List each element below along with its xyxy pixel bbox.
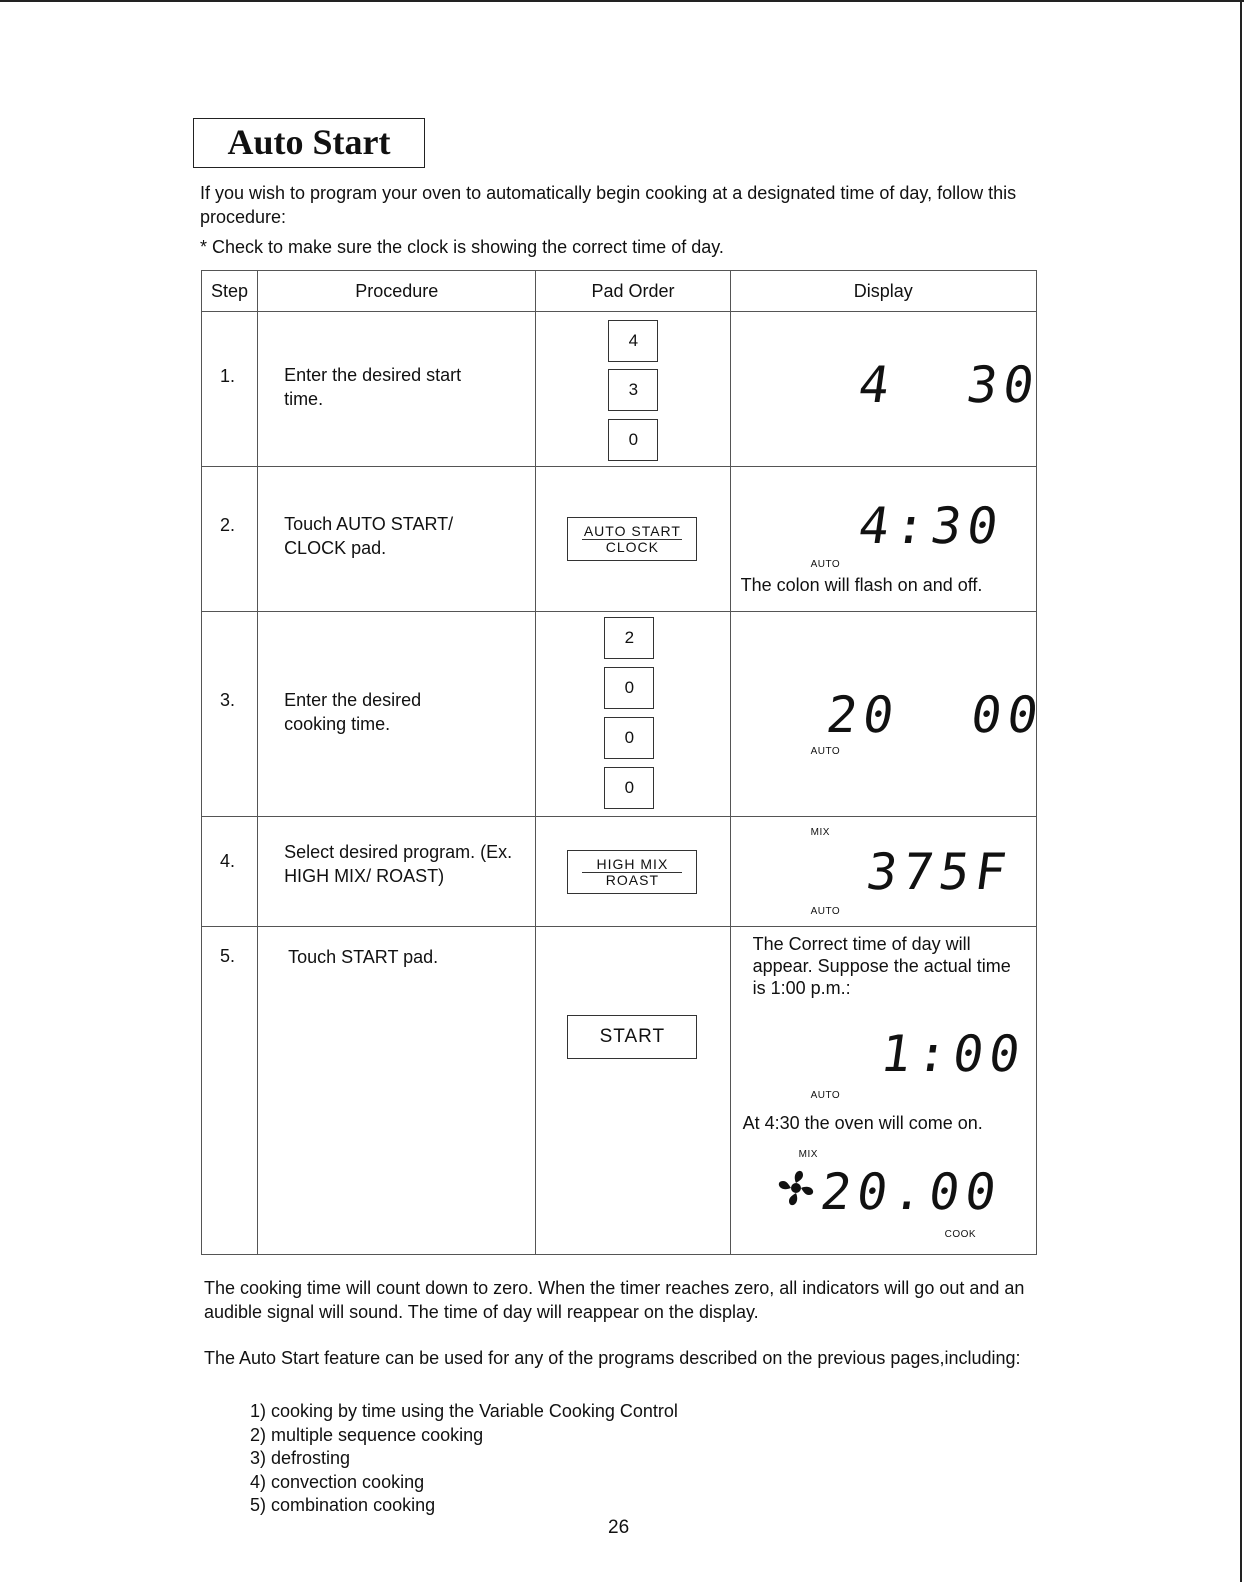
pad-button-2[interactable]: 2 [604,617,654,659]
table-row [202,312,1037,467]
pad-button-0[interactable]: 0 [604,767,654,809]
pad-label-line1: AUTO START [583,523,681,539]
display-note: The colon will flash on and off. [740,575,983,595]
list-item: 2) multiple sequence cooking [250,1424,484,1445]
page-border-right [1240,0,1242,1582]
header-procedure: Procedure [258,271,536,312]
list-item: 5) combination cooking [250,1495,436,1515]
procedure-table [201,270,1048,1255]
list-item: 1) cooking by time using the Variable Cooking Control [250,1401,678,1421]
section-title: Auto Start [193,118,425,168]
step-number: 1. [220,366,236,386]
display-readout: 20 00 [822,686,1048,744]
pad-button-3[interactable]: 3 [608,369,658,411]
table-row [202,817,1037,927]
auto-indicator: AUTO [810,559,841,570]
pad-button-0[interactable]: 0 [604,667,654,709]
display-readout: 1:00 [876,1025,1030,1083]
step-number: 3. [220,690,236,710]
display-readout: 375F [862,843,1016,901]
page-border-top [0,0,1244,2]
display-note: The Correct time of day will appear. Suppose the actual time is 1:00 p.m.: [752,934,1011,998]
intro-note: * Check to make sure the clock is showing the correct time of day. [200,237,724,257]
auto-indicator: AUTO [810,1090,841,1101]
mix-indicator: MIX [810,827,830,838]
procedure-text: Touch START pad. [288,947,439,967]
procedure-text: Enter the desired start time. [284,365,462,409]
display-readout: 4 30 [854,356,1044,414]
list-item: 3) defrosting [250,1448,351,1468]
mix-indicator: MIX [798,1149,818,1160]
pad-label-line2: ROAST [605,872,659,888]
header-step: Step [202,271,258,312]
fan-icon [773,1165,819,1219]
start-pad[interactable]: START [567,1015,697,1059]
cook-indicator: COOK [944,1229,977,1240]
display-readout: 20.00 [816,1163,1006,1221]
program-list [250,1400,678,1518]
pad-label-line1: HIGH MIX [582,857,682,873]
auto-start-clock-pad[interactable] [567,517,697,561]
paragraph-auto-start-uses: The Auto Start feature can be used for any of the programs described on the previous pages,including: [204,1348,1021,1368]
auto-indicator: AUTO [810,906,841,917]
step-number: 2. [220,515,236,535]
step-number: 4. [220,851,236,871]
pad-button-4[interactable]: 4 [608,320,658,362]
procedure-text: Enter the desired cooking time. [284,690,422,734]
table-row [202,612,1037,817]
pad-label-line2: CLOCK [605,539,659,555]
high-mix-roast-pad[interactable] [567,850,697,894]
table-row [202,467,1037,612]
list-item: 4) convection cooking [250,1471,425,1492]
procedure-text: Select desired program. (Ex. HIGH MIX/ ROAST) [284,842,513,886]
header-pad-order: Pad Order [536,271,730,312]
auto-indicator: AUTO [810,746,841,757]
page-number: 26 [608,1517,630,1538]
step-number: 5. [220,946,236,966]
paragraph-countdown: The cooking time will count down to zero. When the timer reaches zero, all indicators will go out and an audible signal will sound. The time of day will reappear on the display. [204,1278,1025,1322]
pad-button-0[interactable]: 0 [608,419,658,461]
procedure-text: Touch AUTO START/ CLOCK pad. [284,514,454,558]
display-note: At 4:30 the oven will come on. [742,1113,983,1133]
table-row [202,927,1037,1255]
display-readout: 4:30 [854,497,1008,555]
table-header-row [202,271,1037,312]
header-display: Display [730,271,1036,312]
pad-button-0[interactable]: 0 [604,717,654,759]
intro-text: If you wish to program your oven to automatically begin cooking at a designated time of day, follow this procedure: [200,183,1017,227]
